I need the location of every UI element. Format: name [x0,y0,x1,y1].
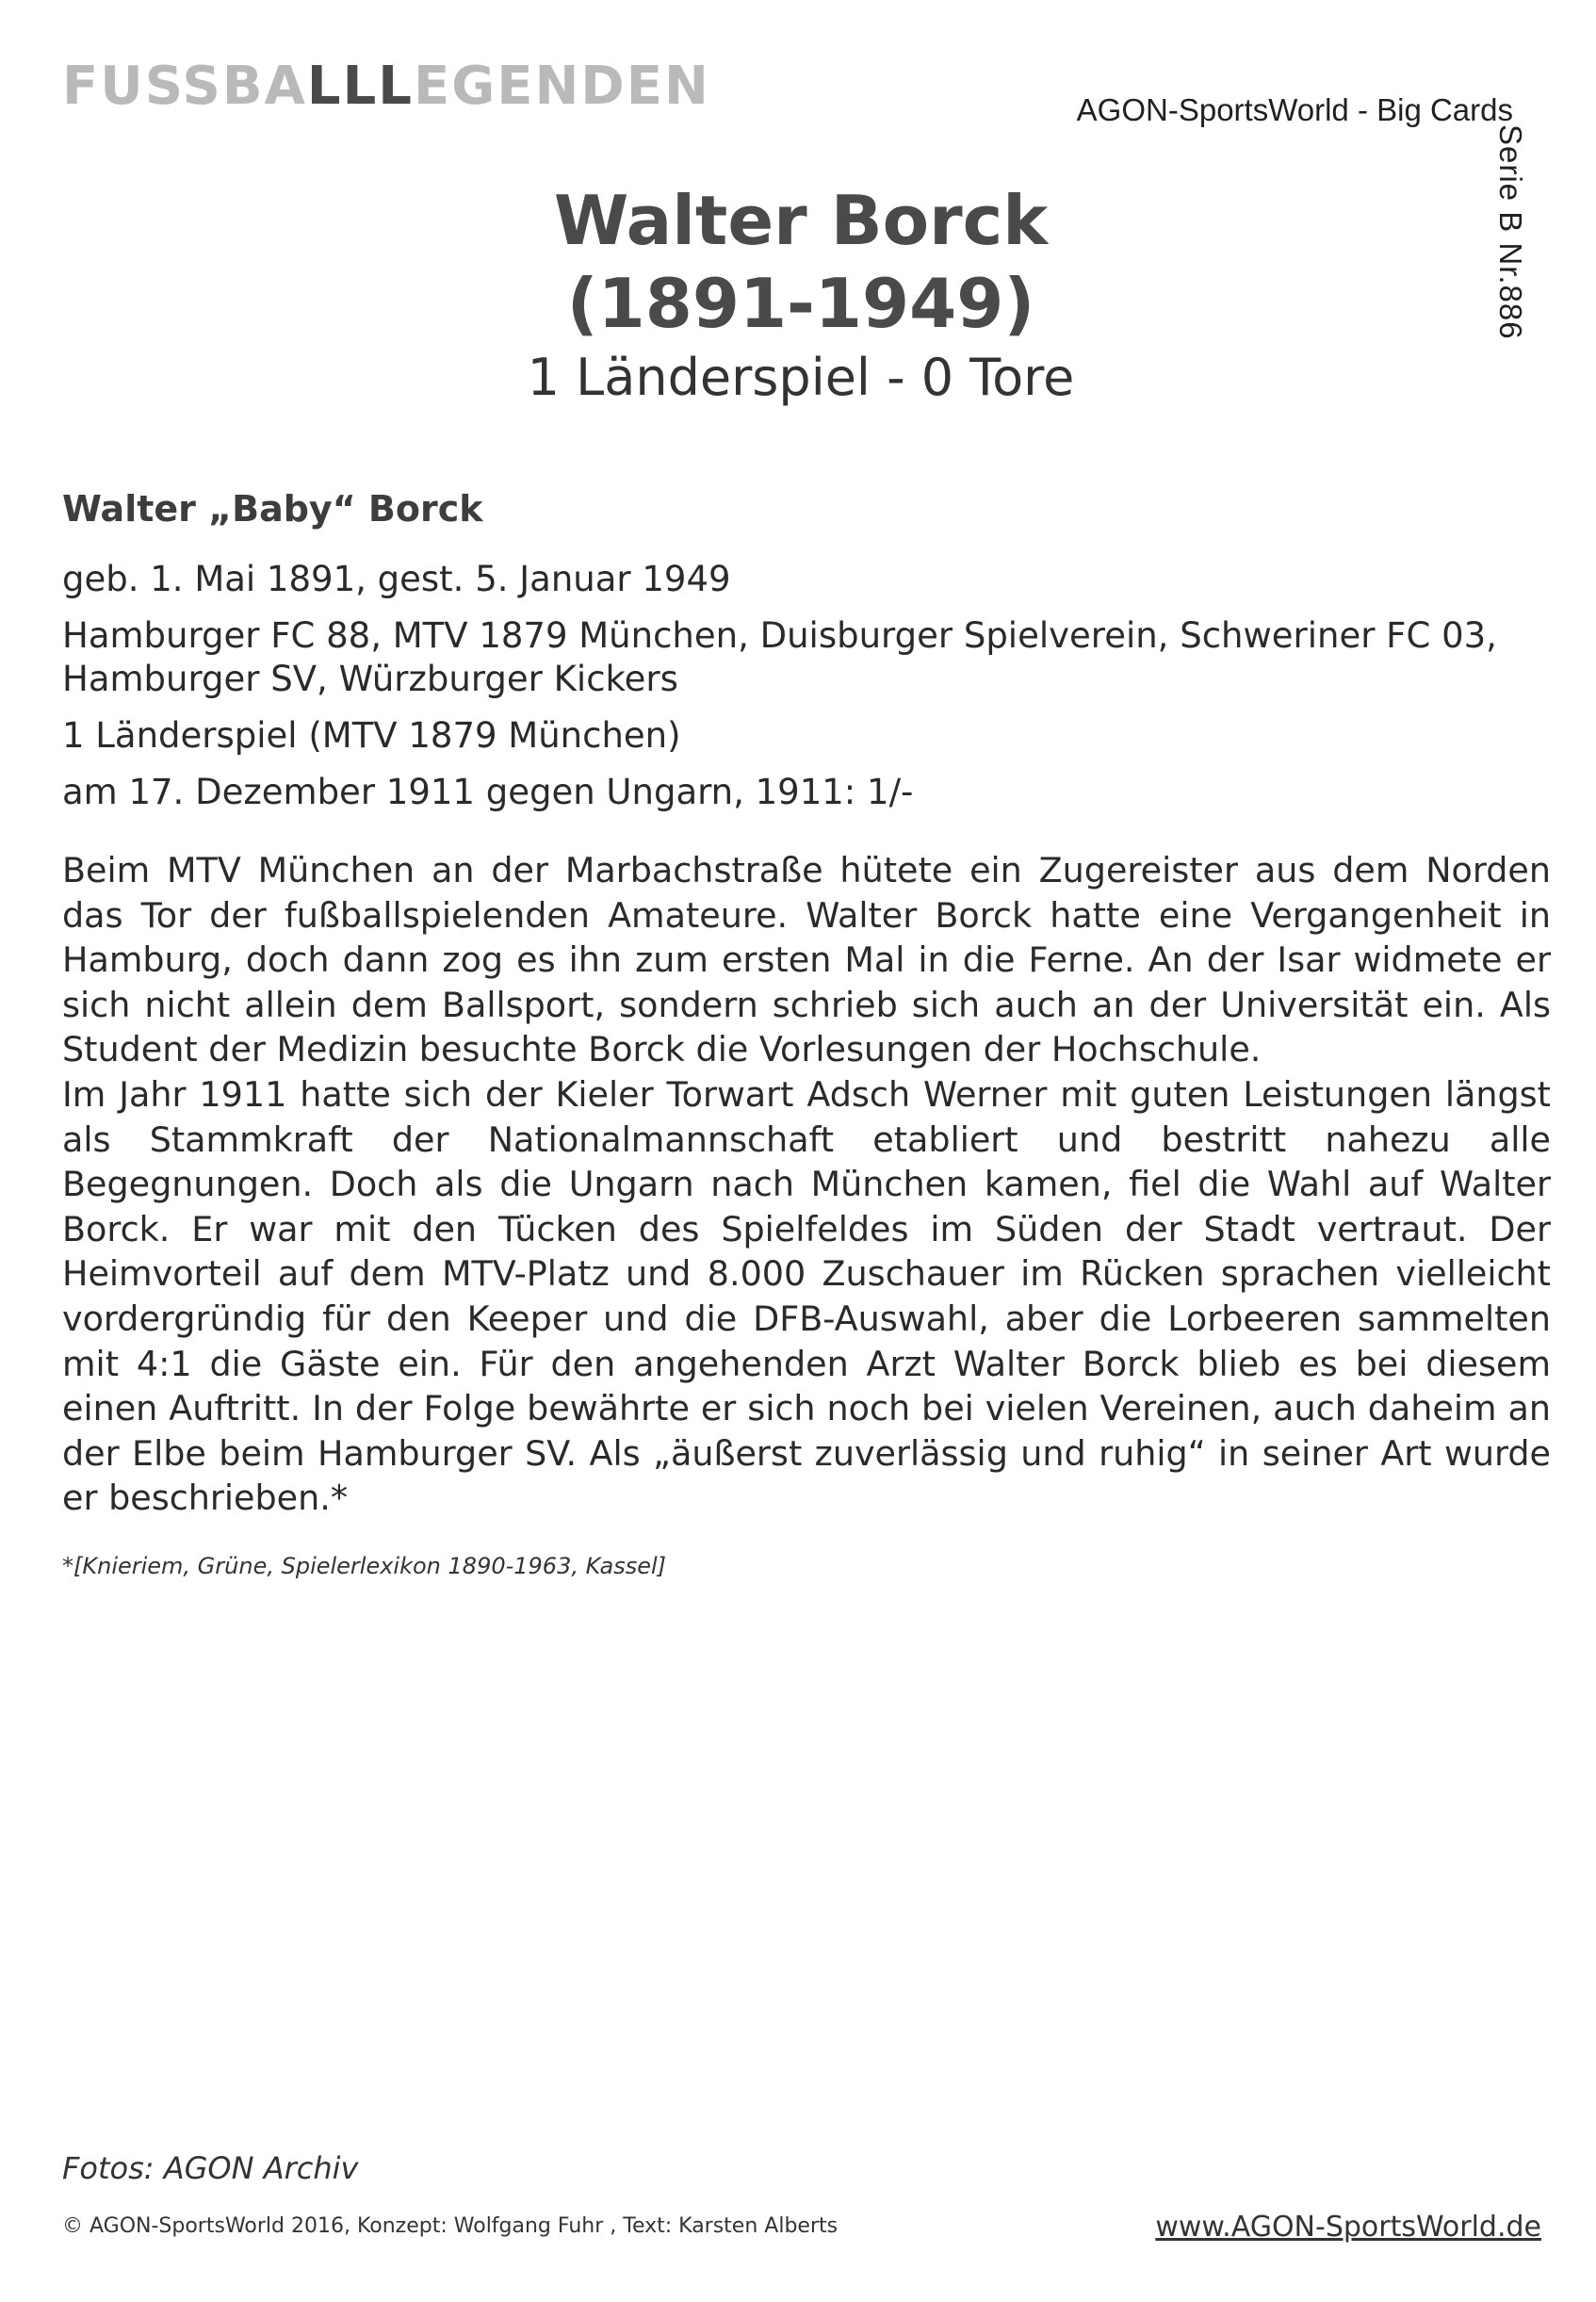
logo-text-part-2: LLL [306,56,414,117]
bio-paragraph: Beim MTV München an der Marbachstraße hütete ein Zugereister aus dem Norden das Tor der fußballspielenden Amateure. Walter Borck hatte eine Vergangenheit in Hamburg, doch dann zog es ihn zum ersten Mal in die Ferne. An der Isar widmete er sich nicht allein dem Ballsport, sondern schrieb sich auch an der Universität ein. Als Student der Medizin besuchte Borck die Vorlesungen der Hochschule. [62,850,1551,1070]
biography [62,848,1551,1521]
fussballlegenden-logo [62,56,710,117]
photo-credit: Fotos: AGON Archiv [62,2150,359,2186]
international-caps: 1 Länderspiel (MTV 1879 München) [62,715,681,756]
clubs: Hamburger FC 88, MTV 1879 München, Duisburger Spielverein, Schweriner FC 03, Hamburger SV, Würzburger Kickers [62,615,1497,699]
birth-death-dates: geb. 1. Mai 1891, gest. 5. Januar 1949 [62,559,731,599]
logo-text-part-3: EGENDEN [413,56,710,117]
bio-paragraph: Im Jahr 1911 hatte sich der Kieler Torwart Adsch Werner mit guten Leistungen längst als Stammkraft der Nationalmannschaft etabliert und bestritt nahezu alle Begegnungen. Doch als die Ungarn nach München kamen, fiel die Wahl auf Walter Borck. Er war mit den Tücken des Spielfeldes im Süden der Stadt vertraut. Der Heimvorteil auf dem MTV-Platz und 8.000 Zuschauer im Rücken sprachen vielleicht vordergründig für den Keeper und die DFB-Auswahl, aber die Lorbeeren sammelten mit 4:1 die Gäste ein. Für den angehenden Arzt Walter Borck blieb es bei diesem einen Auftritt. In der Folge bewährte er sich noch bei vielen Vereinen, auch daheim an der Elbe beim Hamburger SV. Als „äußerst zuverlässig und ruhig“ in seiner Art wurde er beschrieben.* [62,1073,1551,1519]
match-record: am 17. Dezember 1911 gegen Ungarn, 1911: 1/- [62,772,914,812]
publisher-label: AGON-SportsWorld - Big Cards [1076,92,1513,127]
title-block [283,179,1319,411]
footnote-source: *[Knieriem, Grüne, Spielerlexikon 1890-1963, Kassel] [62,1553,666,1579]
website-link[interactable]: www.AGON-SportsWorld.de [1155,2211,1541,2244]
copyright-line: © AGON-SportsWorld 2016, Konzept: Wolfgang Fuhr , Text: Karsten Alberts [62,2214,839,2238]
player-years: (1891-1949) [566,264,1035,343]
player-facts [62,558,1551,827]
logo-text-part-1: FUSSBA [62,56,307,117]
player-name: Walter Borck [553,181,1049,260]
caps-goals: 1 Länderspiel - 0 Tore [527,348,1075,407]
player-nickname: Walter „Baby“ Borck [62,488,483,530]
series-number: Serie B Nr.886 [1493,124,1528,340]
